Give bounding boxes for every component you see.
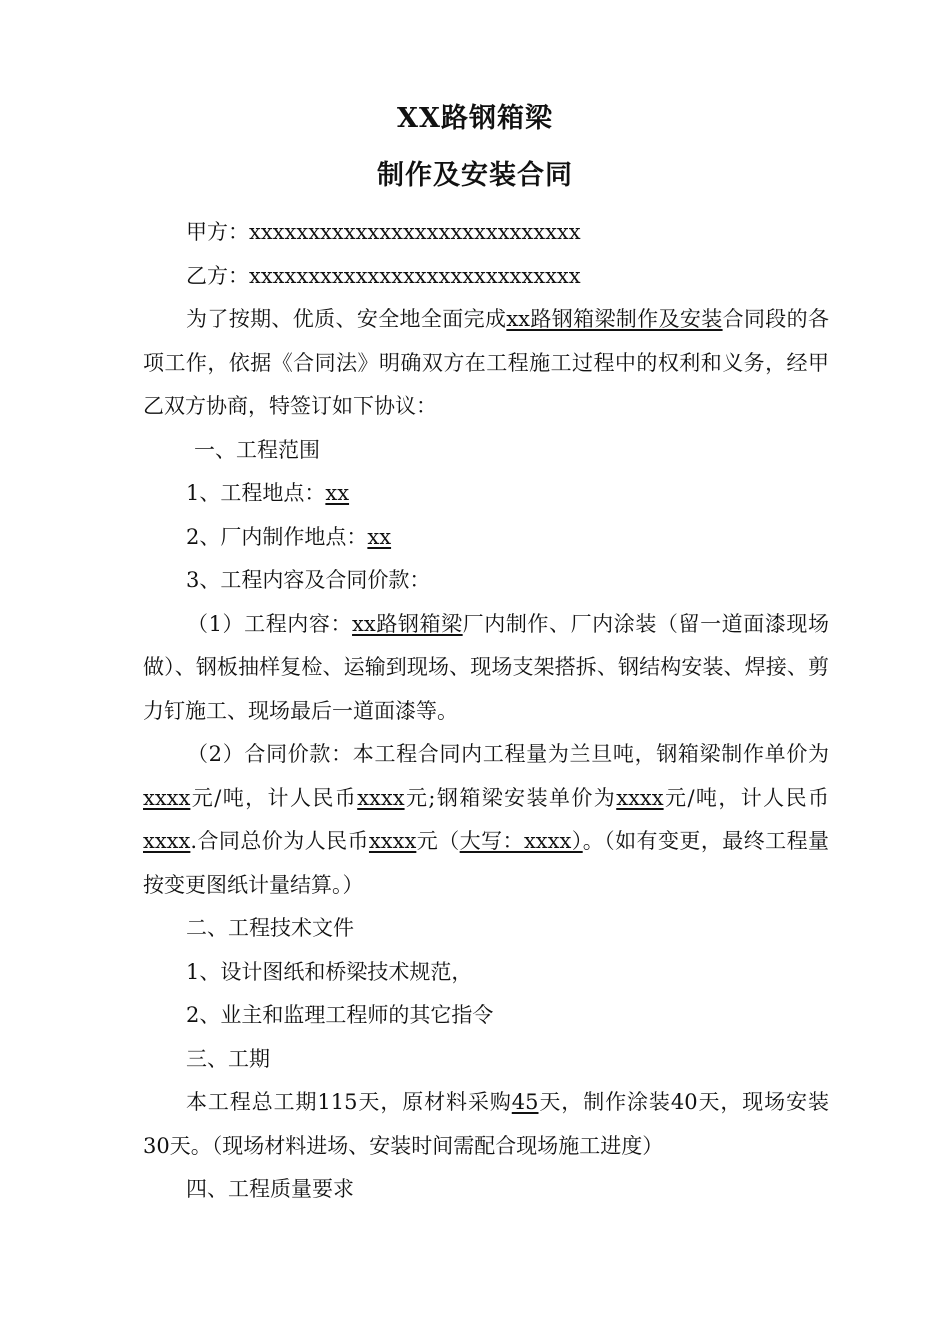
party-a: 甲方：xxxxxxxxxxxxxxxxxxxxxxxxxxxx xyxy=(186,220,581,244)
tech-doc-item-2: 2、业主和监理工程师的其它指令 xyxy=(186,1003,494,1027)
work-content-project: xx路钢箱梁 xyxy=(352,611,463,636)
price-fabrication-total: xxxx xyxy=(357,785,405,810)
section-4-heading: 四、工程质量要求 xyxy=(186,1177,354,1201)
intro-paragraph xyxy=(143,298,829,429)
work-content-text-1: （1）工程内容： xyxy=(187,611,353,636)
price-text-5: .合同总价为人民币 xyxy=(190,829,369,853)
intro-text-2: 合同段的各项工作，依据《合同法》明确双方在工程施工过程中的权利和义务，经甲乙双方协商，特签订如下协议： xyxy=(143,307,830,418)
price-total-in-words: 大写：xxxx） xyxy=(459,829,583,853)
price-text-7: 。（如有变更，最终工程量按变更图纸计量结算。） xyxy=(143,829,830,897)
project-location xyxy=(143,472,829,516)
factory-location-label: 2、厂内制作地点： xyxy=(186,524,368,549)
price-text-2: 元/吨，计人民币 xyxy=(190,785,358,810)
contract-body xyxy=(143,211,829,1212)
document-subtitle: 制作及安装合同 xyxy=(377,160,573,191)
intro-project-name: xx路钢箱梁制作及安装 xyxy=(506,307,723,331)
price-installation-total: xxxx xyxy=(143,829,191,853)
document-title: XX路钢箱梁 xyxy=(397,103,553,134)
contract-price-paragraph xyxy=(143,733,829,907)
intro-text-1: 为了按期、优质、安全地全面完成 xyxy=(186,307,507,331)
project-location-value: xx xyxy=(325,481,350,505)
schedule-paragraph xyxy=(143,1081,829,1168)
factory-location-value: xx xyxy=(367,524,392,549)
price-text-1: （2）合同价款：本工程合同内工程量为兰旦吨，钢箱梁制作单价为 xyxy=(187,742,829,766)
work-content-paragraph xyxy=(143,603,829,734)
party-b: 乙方：xxxxxxxxxxxxxxxxxxxxxxxxxxxx xyxy=(186,263,581,288)
price-contract-total: xxxx xyxy=(368,829,417,853)
price-text-3: 元;钢箱梁安装单价为 xyxy=(404,785,617,810)
section-1-heading: 一、工程范围 xyxy=(194,437,320,462)
schedule-text-1: 本工程总工期115天，原材料采购 xyxy=(186,1090,512,1114)
work-content-text-2: 厂内制作、厂内涂装（留一道面漆现场做）、钢板抽样复检、运输到现场、现场支架搭拆、钢结构安装、焊接、剪力钉施工、现场最后一道面漆等。 xyxy=(143,611,829,723)
price-fabrication-unit: xxxx xyxy=(143,785,191,810)
work-content-heading: 3、工程内容及合同价款： xyxy=(186,568,431,592)
price-installation-unit: xxxx xyxy=(616,785,664,810)
procurement-days: 45 xyxy=(511,1090,539,1114)
tech-doc-item-1: 1、设计图纸和桥梁技术规范， xyxy=(186,959,473,984)
factory-location xyxy=(143,516,829,560)
section-3-heading: 三、工期 xyxy=(186,1046,270,1071)
schedule-text-2: 天，制作涂装40天，现场安装30天。（现场材料进场、安装时间需配合现场施工进度） xyxy=(143,1090,829,1158)
price-text-6: 元（ xyxy=(416,829,460,853)
price-text-4: 元/吨，计人民币 xyxy=(663,785,830,810)
section-2-heading: 二、工程技术文件 xyxy=(186,916,354,940)
project-location-label: 1、工程地点： xyxy=(186,481,326,505)
